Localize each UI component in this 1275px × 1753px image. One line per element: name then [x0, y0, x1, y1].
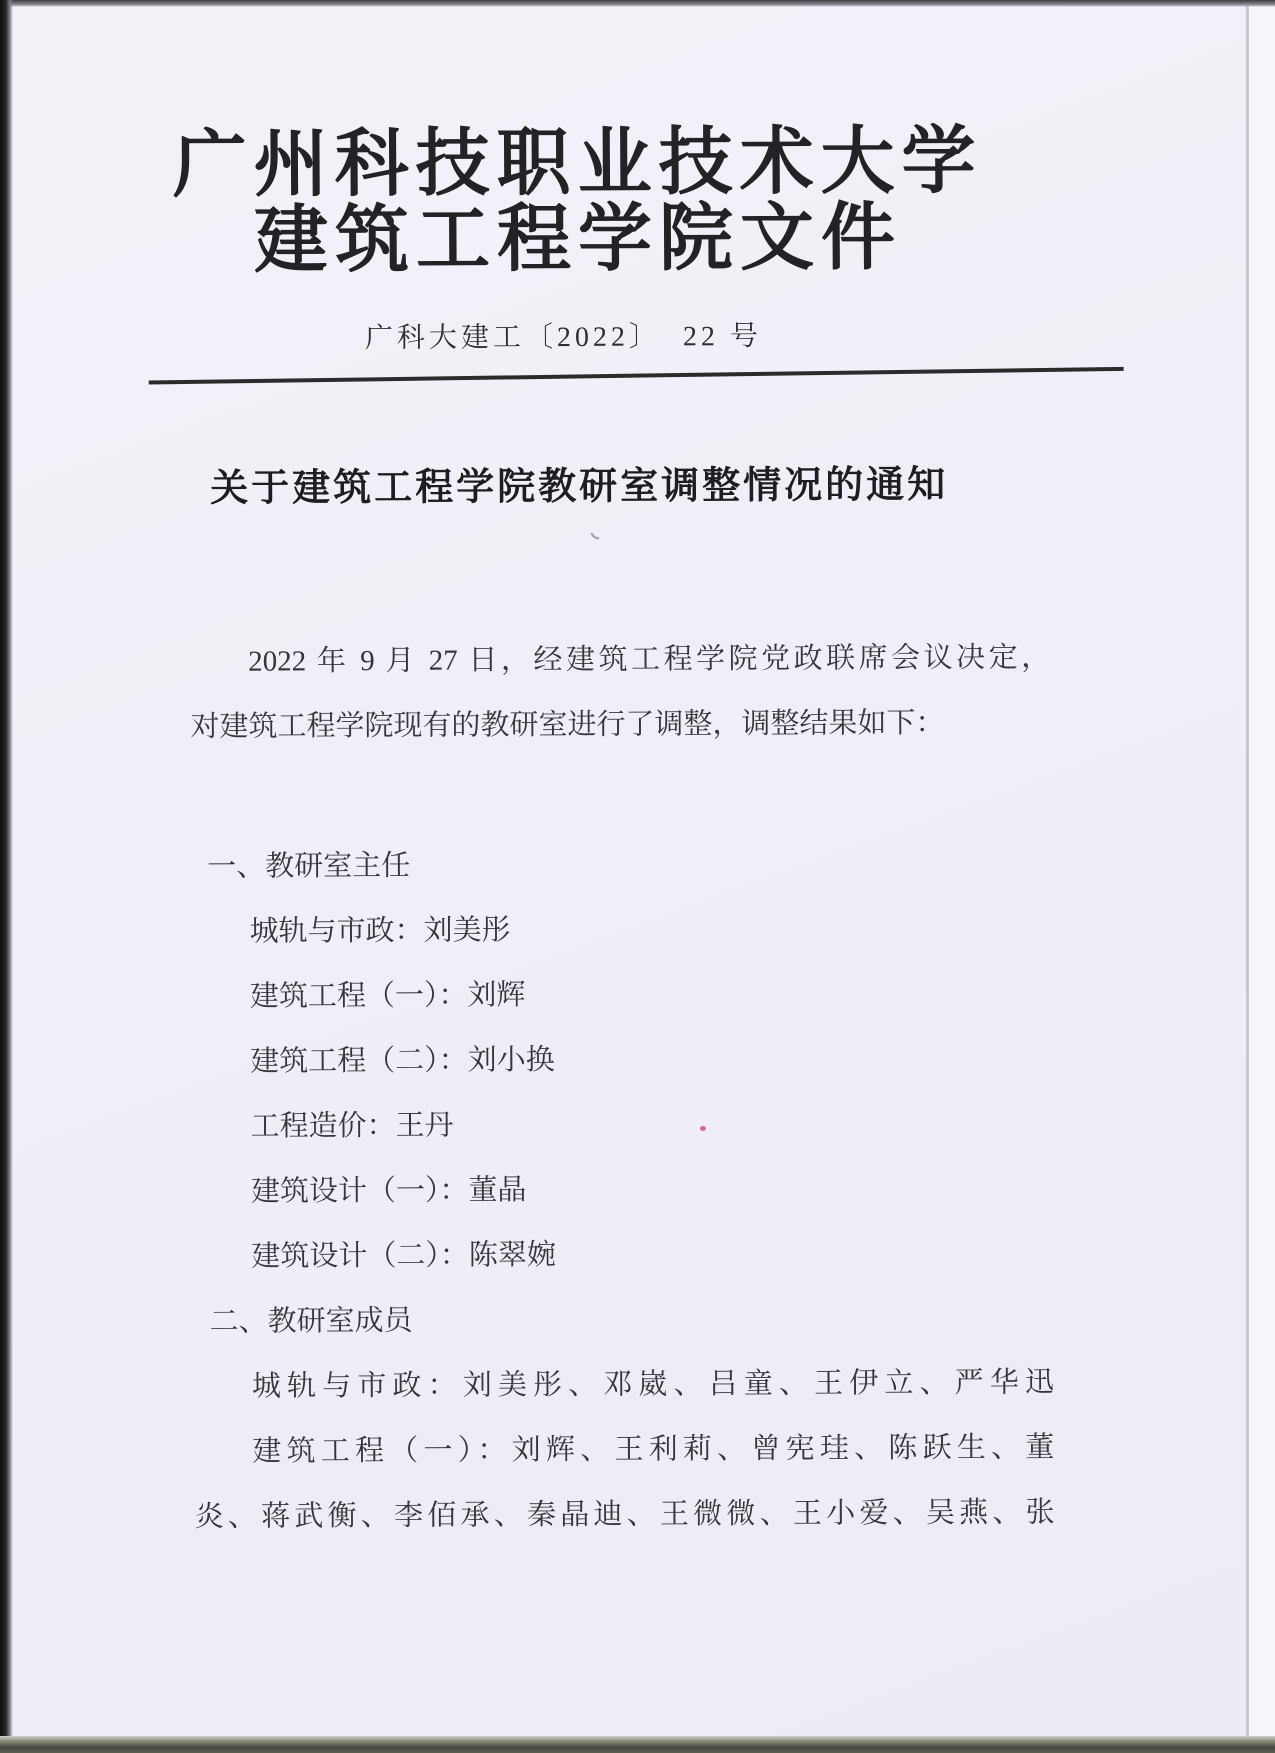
header-divider-rule [149, 367, 1124, 385]
doc-line: 建筑工程（一）：刘辉、王利莉、曾宪珪、陈跃生、董 [252, 1431, 1055, 1468]
paper-right-margin [1249, 0, 1275, 1737]
doc-line: 建筑工程（一）：刘辉 [249, 979, 526, 1013]
letterhead [77, 120, 1078, 283]
doc-line: 炎、蒋武衡、李佰承、秦晶迪、王微微、王小爱、吴燕、张 [194, 1496, 1055, 1533]
blank-line [191, 755, 1051, 835]
scan-bottom-edge [0, 1736, 1275, 1753]
doc-line: 建筑设计（一）：董晶 [250, 1174, 527, 1208]
document-number: 广科大建工〔2022〕 22 号 [364, 321, 763, 355]
doc-line: 建筑工程（二）：刘小换 [250, 1044, 555, 1078]
org-name-line1: 广州科技职业技术大学 [172, 120, 983, 208]
document-title: 关于建筑工程学院教研室调整情况的通知 [210, 464, 949, 510]
document-body [190, 625, 1055, 1549]
doc-line: 对建筑工程学院现有的教研室进行了调整，调整结果如下： [190, 707, 945, 743]
doc-line: 2022 年 9 月 27 日，经建筑工程学院党政联席会议决定， [248, 641, 1051, 678]
doc-line: 二、教研室成员 [209, 1304, 413, 1338]
doc-line: 建筑设计（二）：陈翠婉 [251, 1239, 556, 1273]
scan-artifact-dot [700, 1126, 706, 1131]
org-name-line2: 建筑工程学院文件 [253, 197, 903, 283]
doc-line: 一、教研室主任 [207, 849, 411, 883]
scan-left-edge [0, 0, 13, 1753]
scan-top-edge [0, 0, 1275, 7]
doc-line: 城轨与市政：刘美彤、邓崴、吕童、王伊立、严华迅 [251, 1366, 1055, 1403]
doc-line: 城轨与市政：刘美彤 [249, 914, 511, 948]
paper-right-edge-line [1246, 0, 1249, 1737]
doc-line: 工程造价：王丹 [250, 1109, 454, 1143]
